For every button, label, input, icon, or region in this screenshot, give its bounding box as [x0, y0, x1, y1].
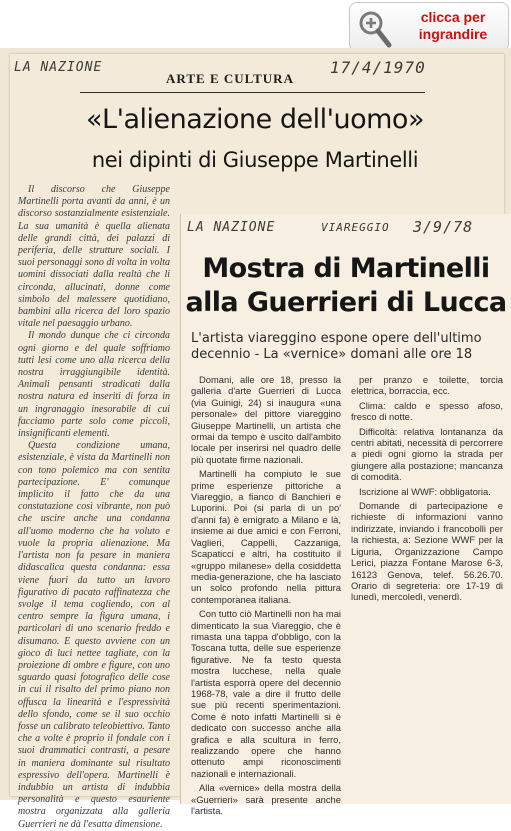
paragraph: Con tutto ciò Martinelli non ha mai dimenticato la sua Viareggio, che è rimasta una tappa d'obbligo, con la Toscana tutta, delle sue esperienze figurative. Ne fa testo questa mostra lucchese, nella quale l'artista esporrà opere del decennio 1968-78, vale a dire il frutto delle sue più recenti sperimentazioni. Come è noto infatti Martinelli si è dedicato con successo anche alla grafica e alla scultura in ferro, realizzando opere che hanno ottenuto ampi riconoscimenti nazionali e internazionali. [191, 608, 341, 779]
article-column-mid [191, 374, 341, 819]
paragraph: Domani, alle ore 18, presso la galleria d'arte Guerrieri di Lucca (via Guinigi, 24) si inaugura «una personale» del pittore viareggino Giuseppe Martinelli, un artista che ormai da tempo è uscito dall'ambito locale per inserirsi nel quadro delle più quotate firme nazionali. [191, 374, 341, 465]
article-column-right [351, 374, 503, 606]
handwritten-date: 17/4/1970 [330, 58, 426, 77]
clipping-alienazione [10, 54, 507, 830]
zoom-label: clicca per ingrandire [418, 9, 488, 42]
paragraph: Il discorso che Giuseppe Martinelli porta avanti da anni, è un discorso sostanzialmente esistenziale. La sua umanità è quella alienata delle grandi città, dei palazzi di periferia, delle strutture sociali. I suoi personaggi sono di volta in volta uomini dissociati dalla realtà che li circonda, allucinati, donne come simbolo del malessere quotidiano, bambini alla ricerca del loro spazio vitale nel paesaggio urbano. [18, 184, 170, 330]
headline-mostra: Mostra di Martinelli alla Guerrieri di Lucca [185, 253, 507, 318]
paragraph: Iscrizione al WWF: obbligatoria. [359, 485, 491, 497]
article-subtitle: L'artista viareggino espone opere dell'ultimo decennio - La «vernice» domani alle ore 18 [191, 331, 482, 362]
magnifier-plus-icon [358, 10, 392, 48]
headline-alienazione: «L'alienazione dell'uomo» [86, 104, 424, 135]
subheadline-martinelli: nei dipinti di Giuseppe Martinelli [91, 148, 419, 172]
handwritten-date: 3/9/78 [413, 218, 474, 236]
clipping-mostra [180, 214, 511, 817]
paragraph: per pranzo e toilette, torcia elettrica, borraccia, ecc. [351, 374, 503, 397]
paragraph: Il mondo dunque che ci circonda ogni giorno e del quale soffriamo tutti lesi come uno alla ricerca della nostra irraggiungibile identità. Animali pensanti stradicati dalla nostra natura ed inseriti di forza in un ingranaggio inesorabile di cui facciamo parte solo come piccoli, insignificanti elementi. [18, 330, 170, 440]
paragraph: Questa condizione umana, esistenziale, è vista da Martinelli non con tono polemico ma con sentita partecipazione. E' comunque implicito il fatto che da una constatazione così vibrante, non può che uscire anche una condanna all'uomo moderno che ha voluto e vuole la propria alienazione. Ma l'artista non fa pesare in maniera didascalica questa condanna: essa viene fuori da tutto un lavoro figurativo di pacato raffinatezza che svolge il tema cogliendo, con al centro sempre la figura umana, i particolari di uno scenario freddo e disumano. E questo avviene con un gioco di luci nettee tagliate, con la proiezione di ombre e figure, con uno sguardo quasi fotografico delle cose in cui il risalto del primo piano non offusca la linearità e l'espressività dello sfondo, come se il suo occhio fosse un calibrato teleobiettivo. Tanto che a volte è proprio il fondale con i suoi drammatici contrasti, a pesare in maniera dominante sul risultato espressivo dell'opera. Martinelli è indubbio un artista di indubbia personalità e questo esauriente mostra organizzata alla galleria Guerrieri ne dà l'esatta dimensione. [18, 440, 170, 830]
paragraph: Difficoltà: relativa lontananza da centri abitati, necessità di percorrere a piedi ogni giorno la strada per giungere alla postazione; mancanza di comodità. [351, 425, 503, 483]
handwritten-newspaper: LA NAZIONE [187, 220, 276, 235]
paragraph: Domande di partecipazione e richieste di informazioni vanno indirizzate, inviando i francobolli per la richiesta, a: Sezione WWF per la Liguria, Organizzazione Campo Lerici, piazza Fontane Marose 6-3, 16123 Genova, telef. 56.26.70. Orario di segreteria: ore 17-19 di lunedì, mercoledì, venerdì. [351, 500, 503, 603]
handwritten-newspaper: LA NAZIONE [14, 60, 103, 75]
handwritten-place: VIAREGGIO [321, 221, 390, 234]
zoom-button[interactable] [349, 2, 509, 52]
article-column-left [18, 184, 170, 831]
paragraph: Martinelli ha compiuto le sue prime esperienze pittoriche a Viareggio, a fianco di Banchieri e Luporini. Poi (si parla di un po' d'anni fa) è emigrato a Milano e là, insieme ai due amici e con Ferroni, Vaglieri, Cappelli, Cazzaniga, Scapaticci e altri, ha costituito il «gruppo milanese» della cosiddetta media-generazione, che ha lasciato un solco profondo nella pittura contemporanea italiana. [191, 468, 341, 605]
section-label: ARTE E CULTURA [166, 71, 294, 86]
paragraph: Alla «vernice» della mostra della «Guerrieri» sarà presente anche l'artista. [191, 782, 341, 817]
scanned-page [0, 48, 511, 830]
paragraph: Clima: caldo e spesso afoso, fresco di notte. [351, 399, 503, 423]
section-rule [80, 92, 425, 93]
